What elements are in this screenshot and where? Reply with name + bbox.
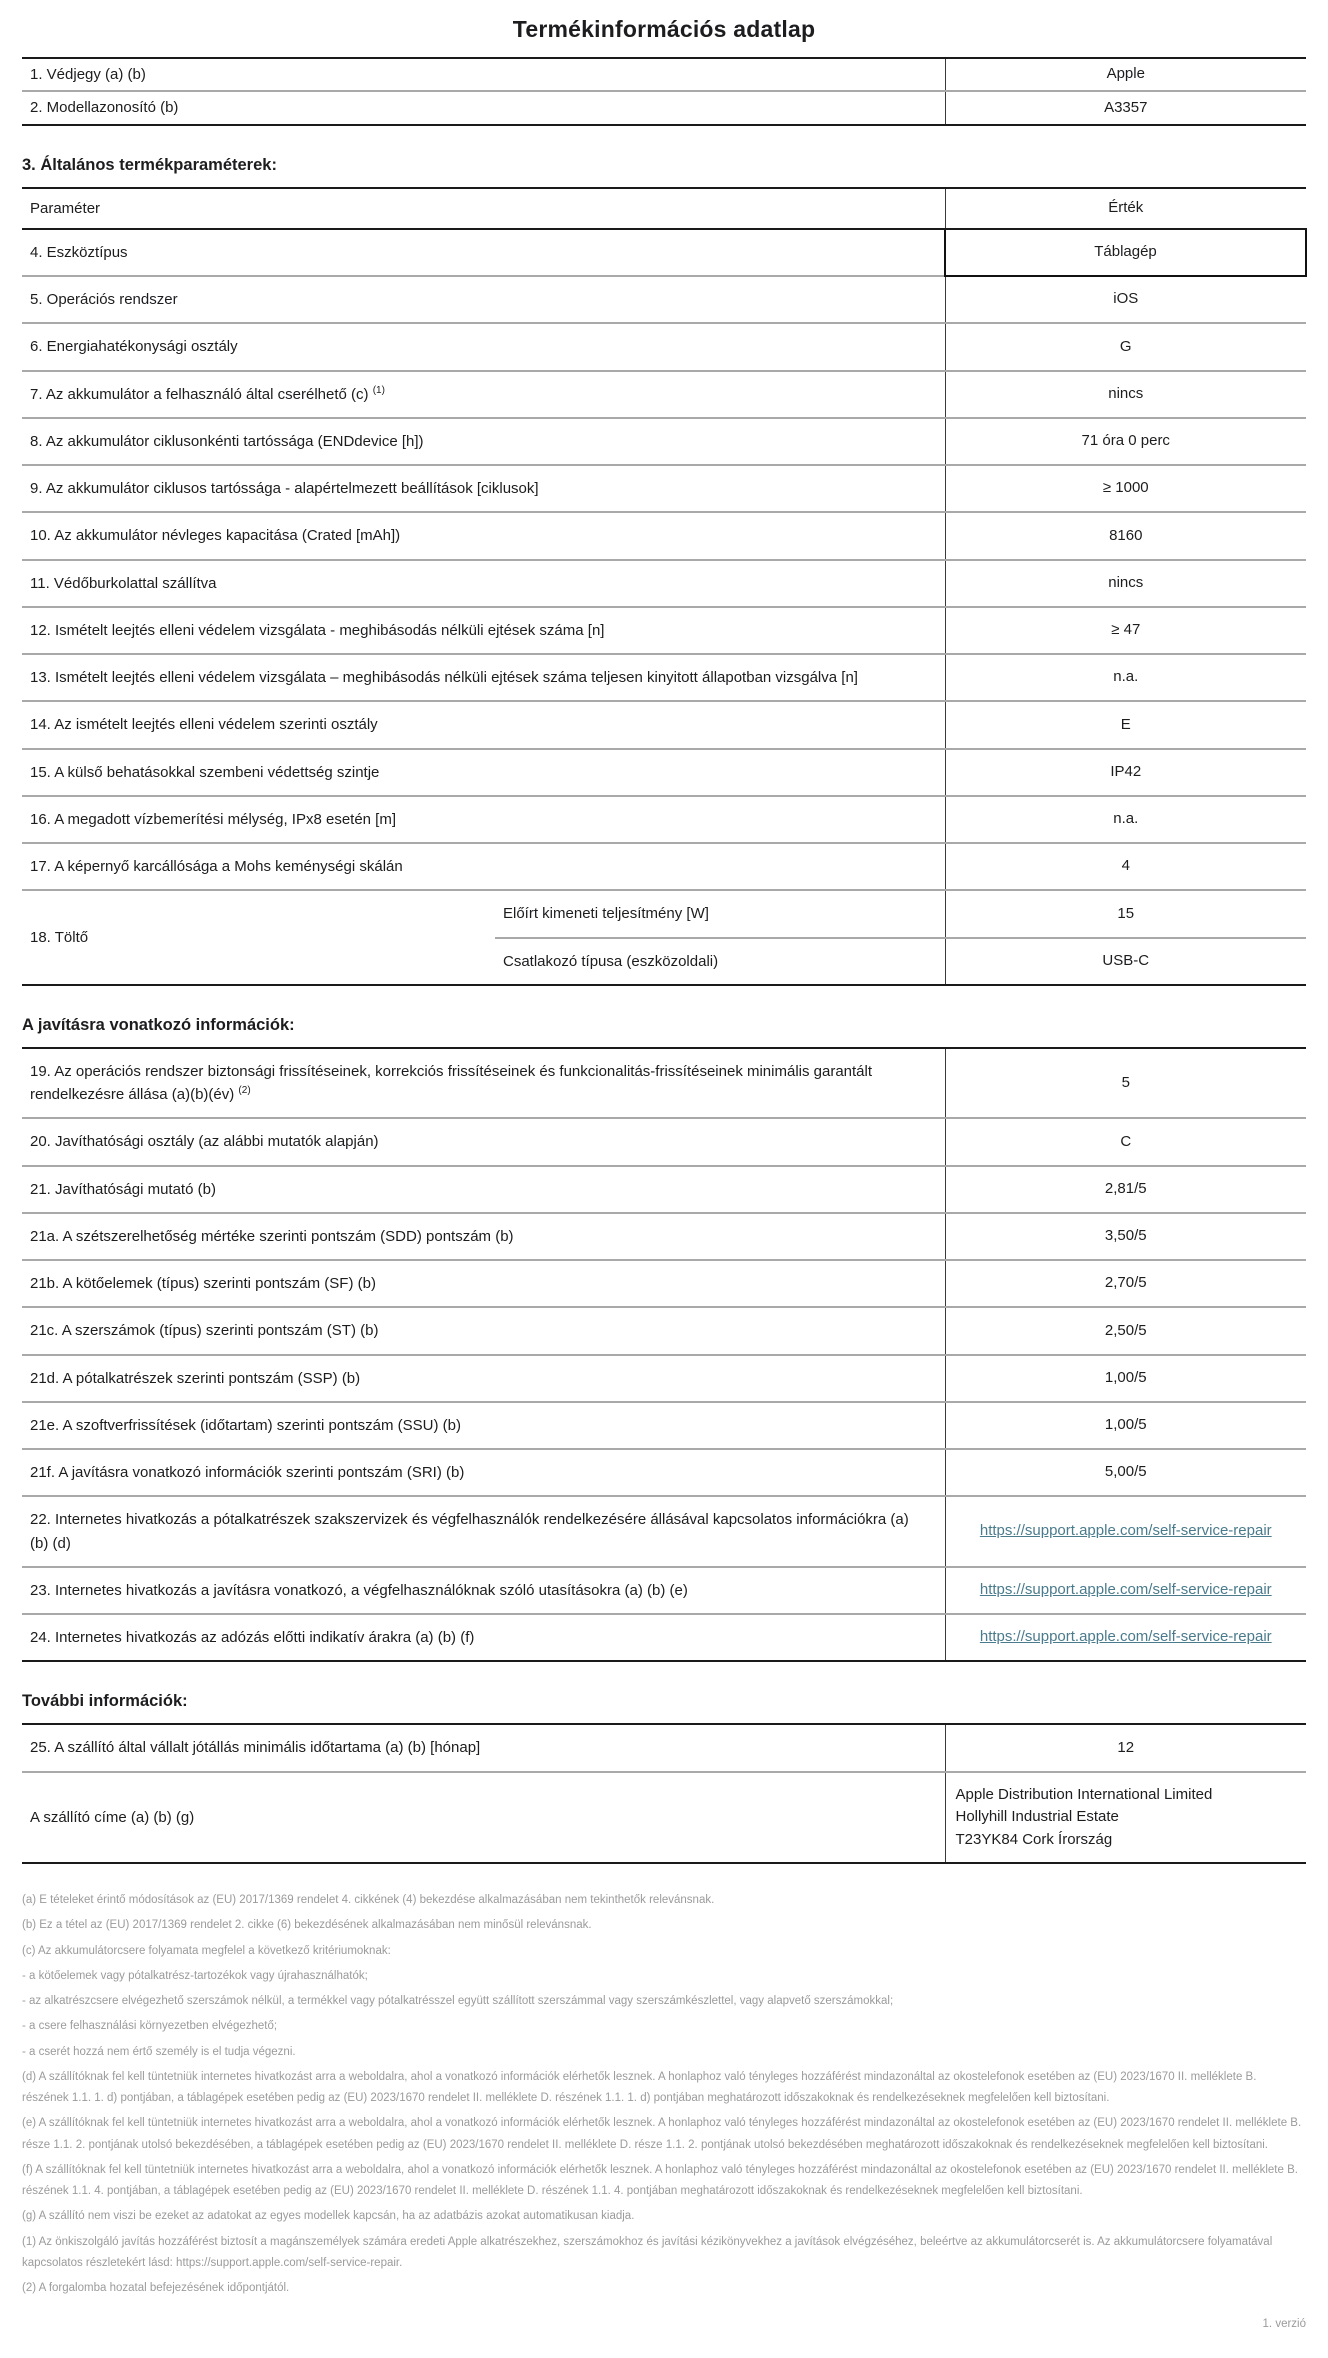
section-heading-repair: A javításra vonatkozó információk:	[22, 1015, 295, 1034]
additional-info-table	[22, 1723, 1306, 1864]
param-value: Táblagép	[1094, 243, 1157, 261]
param-value: nincs	[1108, 384, 1144, 402]
table-row	[22, 465, 1306, 512]
param-label: 21c. A szerszámok (típus) szerinti pontszám (ST) (b)	[30, 1322, 379, 1340]
table-row	[22, 1567, 1306, 1614]
table-row	[22, 796, 1306, 843]
param-label: 7. Az akkumulátor a felhasználó által cserélhető (c)	[30, 385, 369, 403]
param-value: 2,70/5	[1104, 1274, 1147, 1292]
table-row	[22, 1307, 1306, 1354]
param-value: 8160	[1109, 526, 1143, 544]
param-label: 21d. A pótalkatrészek szerinti pontszám (SSP) (b)	[30, 1369, 361, 1387]
supplier-address-line: Hollyhill Industrial Estate	[955, 1808, 1119, 1825]
identity-table	[22, 57, 1306, 126]
column-header-value: Érték	[1108, 198, 1144, 216]
table-row-charger	[22, 890, 1306, 937]
footnote-ref: (1)	[372, 384, 385, 396]
table-row	[22, 91, 1306, 124]
footnote-ref: (2)	[238, 1085, 251, 1096]
param-label: 10. Az akkumulátor névleges kapacitása (Crated [mAh])	[30, 527, 401, 545]
param-label: 25. A szállító által vállalt jótállás minimális időtartama (a) (b) [hónap]	[30, 1739, 481, 1757]
param-value: 5	[1121, 1073, 1130, 1091]
param-label: 21f. A javításra vonatkozó információk szerinti pontszám (SRI) (b)	[30, 1464, 465, 1481]
table-row	[22, 701, 1306, 748]
table-row	[22, 1260, 1306, 1307]
table-row	[22, 560, 1306, 607]
param-label: 5. Operációs rendszer	[30, 291, 178, 308]
param-label: 23. Internetes hivatkozás a javításra vonatkozó, a végfelhasználóknak szóló utasításokra (a) (b) (e)	[30, 1581, 688, 1599]
footnote-bullet: - a cserét hozzá nem értő személy is el tudja végezni.	[22, 2045, 296, 2058]
param-label: 1. Védjegy (a) (b)	[30, 66, 146, 83]
footnote: (d) A szállítóknak fel kell tüntetniük internetes hivatkozást arra a weboldalra, ahol a vonatkozó információk elérhetők lesznek. A honlaphoz való tényleges hozzáférést mindazonáltal az okostelefonok esetében az (EU) 2023/1670 II. melléklete B. részének 1.1. 1. d) pontjában, a táblagépek esetében pedig az (EU) 2023/1670 rendelet II. melléklete D. részének 1.1. 1. d) pontjában meghatározott időszakoknak és rendelkezéseknek megfelelően kell biztosítani.	[22, 2070, 1257, 2105]
column-header-parameter: Paraméter	[30, 199, 101, 217]
table-row	[22, 1724, 1306, 1771]
table-row	[22, 276, 1306, 323]
charger-sublabel: Csatlakozó típusa (eszközoldali)	[503, 952, 719, 970]
table-row	[22, 1496, 1306, 1567]
param-value: iOS	[1113, 290, 1139, 308]
param-value: 71 óra 0 perc	[1081, 432, 1170, 450]
param-value: G	[1119, 337, 1132, 355]
footnote: (a) E tételeket érintő módosítások az (EU) 2017/1369 rendelet 4. cikkének (4) bekezdése alkalmazásában nem tekinthetők relevánsnak.	[22, 1894, 715, 1906]
table-row	[22, 1118, 1306, 1165]
table-row	[22, 1449, 1306, 1496]
param-value: 3,50/5	[1104, 1227, 1147, 1245]
param-label: 8. Az akkumulátor ciklusonkénti tartóssága (ENDdevice [h])	[30, 432, 424, 450]
table-row	[22, 654, 1306, 701]
param-label: 2. Modellazonosító (b)	[30, 99, 179, 117]
general-parameters-table	[22, 187, 1307, 986]
table-row	[22, 1355, 1306, 1402]
param-value: ≥ 47	[1111, 621, 1141, 639]
param-label: A szállító címe (a) (b) (g)	[30, 1808, 195, 1826]
table-row	[22, 607, 1306, 654]
footnote: (f) A szállítóknak fel kell tüntetniük internetes hivatkozást arra a weboldalra, ahol a vonatkozó információk elérhetők lesznek. A honlaphoz való tényleges hozzáférést mindazonáltal az okostelefonok esetében az (EU) 2023/1670 rendelet II. melléklete B. részének 1.1. 4. pontjában, a táblagépek esetében pedig az (EU) 2023/1670 rendelet II. melléklete D. részének 1.1. 4. pontjában meghatározott időszakoknak és rendelkezéseknek megfelelően kell biztosítani.	[22, 2163, 1298, 2198]
repair-info-table	[22, 1047, 1306, 1663]
param-value: nincs	[1108, 573, 1144, 591]
param-value: 5,00/5	[1104, 1463, 1147, 1481]
param-value: 2,50/5	[1104, 1321, 1147, 1339]
table-row	[22, 1166, 1306, 1213]
section-heading-general: 3. Általános termékparaméterek:	[22, 155, 277, 174]
param-label: 6. Energiahatékonysági osztály	[30, 338, 238, 356]
self-service-repair-link[interactable]: https://support.apple.com/self-service-repair	[979, 1581, 1272, 1599]
table-row	[22, 843, 1306, 890]
param-value: 4	[1121, 857, 1130, 875]
param-label: 15. A külső behatásokkal szembeni védettség szintje	[30, 763, 380, 781]
footnote: (b) Ez a tétel az (EU) 2017/1369 rendelet 2. cikke (6) bekezdésének alkalmazásában nem minősül relevánsnak.	[22, 1919, 592, 1932]
param-value: USB-C	[1102, 951, 1150, 969]
param-label: 22. Internetes hivatkozás a pótalkatrészek szakszervizek és végfelhasználók rendelkezésére állásával kapcsolatos információkra (a) (b) (d)	[30, 1511, 909, 1552]
param-value: 15	[1117, 904, 1135, 922]
table-row	[22, 749, 1306, 796]
param-label: 4. Eszköztípus	[30, 243, 128, 261]
param-label: 17. A képernyő karcállósága a Mohs keménységi skálán	[30, 858, 403, 875]
footnote: (1) Az önkiszolgáló javítás hozzáférést biztosít a magánszemélyek számára eredeti Apple alkatrészekhez, szerszámokhoz és javítási kézikönyvekhez a javítások elvégzéséhez, beleértve az akkumulátorcserét is. Az akkumulátorcsere folyamatával kapcsolatos részletekért lásd: https://support.apple.com/self-service-repair.	[22, 2235, 1273, 2269]
param-value: C	[1120, 1132, 1132, 1150]
param-value: 1,00/5	[1104, 1368, 1147, 1386]
param-value: Apple	[1106, 65, 1145, 83]
self-service-repair-link[interactable]: https://support.apple.com/self-service-repair	[979, 1628, 1272, 1646]
param-label: 21. Javíthatósági mutató (b)	[30, 1180, 216, 1198]
param-value: E	[1120, 715, 1131, 733]
table-row	[22, 1213, 1306, 1260]
param-value: 1,00/5	[1104, 1416, 1147, 1434]
version-label: 1. verzió	[1262, 2317, 1306, 2330]
footnote: (2) A forgalomba hozatal befejezésének időpontjától.	[22, 2282, 290, 2295]
param-value: 12	[1117, 1738, 1135, 1756]
param-label: 21b. A kötőelemek (típus) szerinti pontszám (SF) (b)	[30, 1275, 376, 1292]
section-heading-additional: További információk:	[22, 1692, 188, 1711]
param-value: A3357	[1104, 98, 1148, 116]
param-label: 11. Védőburkolattal szállítva	[30, 574, 217, 592]
param-value: n.a.	[1113, 668, 1139, 686]
table-row	[22, 1402, 1306, 1449]
param-label: 24. Internetes hivatkozás az adózás előtti indikatív árakra (a) (b) (f)	[30, 1629, 475, 1646]
param-label: 21e. A szoftverfrissítések (időtartam) szerinti pontszám (SSU) (b)	[30, 1416, 461, 1434]
param-label: 13. Ismételt leejtés elleni védelem vizsgálata – meghibásodás nélküli ejtések száma teljesen kinyitott állapotban vizsgálva [n]	[30, 669, 858, 686]
param-value: n.a.	[1113, 810, 1139, 828]
footnote: (e) A szállítóknak fel kell tüntetniük internetes hivatkozást arra a weboldalra, ahol a vonatkozó információk elérhetők lesznek. A honlaphoz való tényleges hozzáférést mindazonáltal az okostelefonok esetében az (EU) 2023/1670 rendelet II. melléklete B. része 1.1. 2. pontjának utolsó bekezdésében, a táblagépek esetében pedig az (EU) 2023/1670 rendelet II. melléklete D. része 1.1. 2. pontjának utolsó bekezdésében meghatározott időszakoknak és rendelkezéseknek megfelelően kell biztosítani.	[22, 2117, 1302, 2151]
param-label: 20. Javíthatósági osztály (az alábbi mutatók alapján)	[30, 1133, 379, 1151]
table-row	[22, 229, 1306, 276]
footnotes-section	[22, 1890, 1306, 2300]
table-row	[22, 1048, 1306, 1119]
table-row	[22, 512, 1306, 559]
supplier-address-line: T23YK84 Cork Írország	[955, 1830, 1113, 1848]
param-value: 2,81/5	[1104, 1179, 1147, 1197]
charger-sublabel: Előírt kimeneti teljesítmény [W]	[503, 905, 709, 923]
table-row	[22, 418, 1306, 465]
param-label: 18. Töltő	[30, 928, 89, 946]
param-label: 12. Ismételt leejtés elleni védelem vizsgálata - meghibásodás nélküli ejtések száma [n]	[30, 621, 605, 639]
param-label: 21a. A szétszerelhetőség mértéke szerinti pontszám (SDD) pontszám (b)	[30, 1227, 514, 1245]
footnote-bullet: - az alkatrészcsere elvégezhető szerszámok nélkül, a termékkel vagy pótalkatrésszel együtt szállított szerszámmal vagy szerszámkészlettel, vagy alapvető szerszámokkal;	[22, 1995, 894, 2008]
param-label: 14. Az ismételt leejtés elleni védelem szerinti osztály	[30, 716, 378, 734]
table-header-row	[22, 188, 1306, 229]
footnote: (g) A szállító nem viszi be ezeket az adatokat az egyes modellek kapcsán, ha az adatbázis azokat automatikusan kiadja.	[22, 2210, 635, 2223]
param-label: 16. A megadott vízbemerítési mélység, IPx8 esetén [m]	[30, 810, 397, 828]
footnote: (c) Az akkumulátorcsere folyamata megfelel a következő kritériumoknak:	[22, 1944, 391, 1957]
self-service-repair-link[interactable]: https://support.apple.com/self-service-repair	[979, 1522, 1272, 1540]
param-label: 9. Az akkumulátor ciklusos tartóssága - alapértelmezett beállítások [ciklusok]	[30, 480, 539, 497]
table-row	[22, 323, 1306, 370]
param-label: 19. Az operációs rendszer biztonsági frissítéseinek, korrekciós frissítéseinek és funkcionalitás-frissítéseinek minimális garantált rendelkezésre állása (a)(b)(év)	[30, 1062, 873, 1103]
table-row	[22, 58, 1306, 91]
param-value: ≥ 1000	[1102, 479, 1149, 497]
param-value: IP42	[1110, 762, 1142, 780]
page-title: Termékinformációs adatlap	[512, 16, 816, 42]
footnote-bullet: - a kötőelemek vagy pótalkatrész-tartozékok vagy újrahasználhatók;	[22, 1969, 368, 1982]
table-row-supplier-address	[22, 1772, 1306, 1864]
table-row	[22, 1614, 1306, 1661]
table-row	[22, 371, 1306, 418]
supplier-address-line: Apple Distribution International Limited	[955, 1785, 1213, 1803]
footnote-bullet: - a csere felhasználási környezetben elvégezhető;	[22, 2020, 278, 2033]
